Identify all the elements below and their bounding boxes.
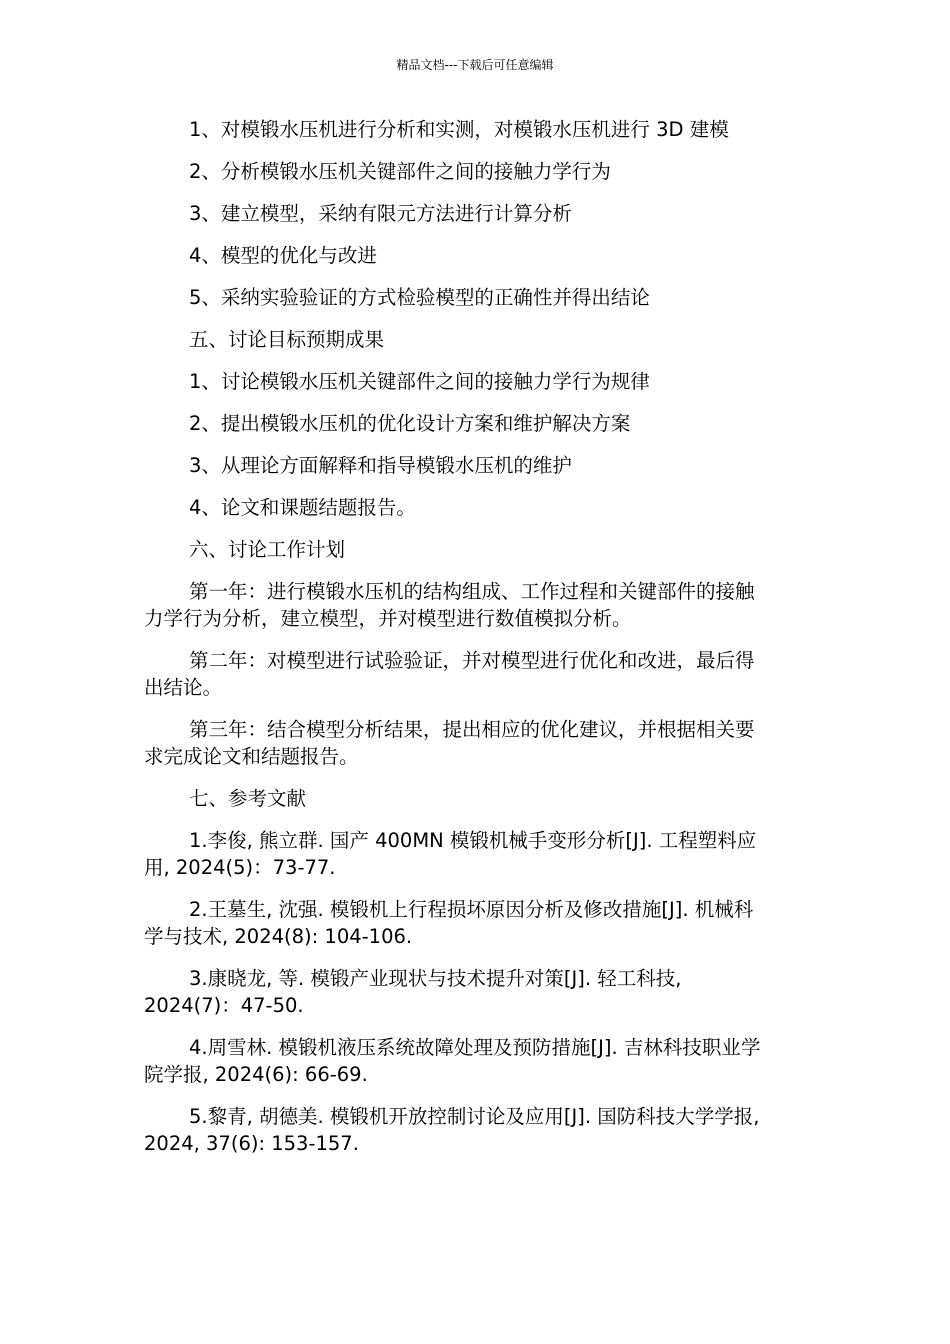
page-header: 精品文档---下载后可任意编辑	[396, 58, 554, 72]
outcome-item-1: 1、讨论模锻水压机关键部件之间的接触力学行为规律	[189, 370, 650, 393]
reference-3-line-1: 3.康晓龙, 等. 模锻产业现状与技术提升对策[J]. 轻工科技,	[189, 967, 682, 990]
plan-year-2-line-2: 出结论。	[144, 676, 223, 699]
reference-1	[144, 827, 804, 881]
plan-year-1-line-1: 第一年：进行模锻水压机的结构组成、工作过程和关键部件的接触	[189, 580, 755, 603]
plan-year-1	[144, 578, 804, 632]
research-item-2: 2、分析模锻水压机关键部件之间的接触力学行为	[189, 160, 611, 183]
plan-year-3	[144, 716, 804, 770]
research-item-5: 5、采纳实验验证的方式检验模型的正确性并得出结论	[189, 286, 650, 309]
plan-year-2-line-1: 第二年：对模型进行试验验证，并对模型进行优化和改进，最后得	[189, 649, 755, 672]
reference-2-line-1: 2.王墓生, 沈强. 模锻机上行程损坏原因分析及修改措施[J]. 机械科	[189, 898, 754, 921]
reference-5-line-1: 5.黎青, 胡德美. 模锻机开放控制讨论及应用[J]. 国防科技大学学报,	[189, 1105, 760, 1128]
research-item-1: 1、对模锻水压机进行分析和实测，对模锻水压机进行 3D 建模	[189, 118, 729, 141]
plan-year-2	[144, 647, 804, 701]
reference-1-line-1: 1.李俊, 熊立群. 国产 400MN 模锻机械手变形分析[J]. 工程塑料应	[189, 829, 757, 852]
section-7-title: 七、参考文献	[189, 787, 307, 810]
reference-5	[144, 1103, 804, 1157]
reference-4-line-1: 4.周雪林. 模锻机液压系统故障处理及预防措施[J]. 吉林科技职业学	[189, 1036, 761, 1059]
plan-year-1-line-2: 力学行为分析，建立模型，并对模型进行数值模拟分析。	[144, 607, 632, 630]
section-5-title: 五、讨论目标预期成果	[189, 328, 385, 351]
research-item-3: 3、建立模型，采纳有限元方法进行计算分析	[189, 202, 572, 225]
outcome-item-2: 2、提出模锻水压机的优化设计方案和维护解决方案	[189, 412, 631, 435]
plan-year-3-line-1: 第三年：结合模型分析结果，提出相应的优化建议，并根据相关要	[189, 718, 755, 741]
outcome-item-3: 3、从理论方面解释和指导模锻水压机的维护	[189, 454, 572, 477]
research-item-4: 4、模型的优化与改进	[189, 244, 377, 267]
reference-5-line-2: 2024, 37(6): 153-157.	[144, 1132, 359, 1155]
document-body	[144, 116, 804, 1172]
reference-1-line-2: 用, 2024(5)：73-77.	[144, 856, 336, 879]
reference-2	[144, 896, 804, 950]
outcome-item-4: 4、论文和课题结题报告。	[189, 496, 416, 519]
section-6-title: 六、讨论工作计划	[189, 538, 346, 561]
reference-3	[144, 965, 804, 1019]
reference-2-line-2: 学与技术, 2024(8): 104-106.	[144, 925, 413, 948]
reference-4	[144, 1034, 804, 1088]
plan-year-3-line-2: 求完成论文和结题报告。	[144, 745, 359, 768]
reference-3-line-2: 2024(7)：47-50.	[144, 994, 304, 1017]
reference-4-line-2: 院学报, 2024(6): 66-69.	[144, 1063, 368, 1086]
